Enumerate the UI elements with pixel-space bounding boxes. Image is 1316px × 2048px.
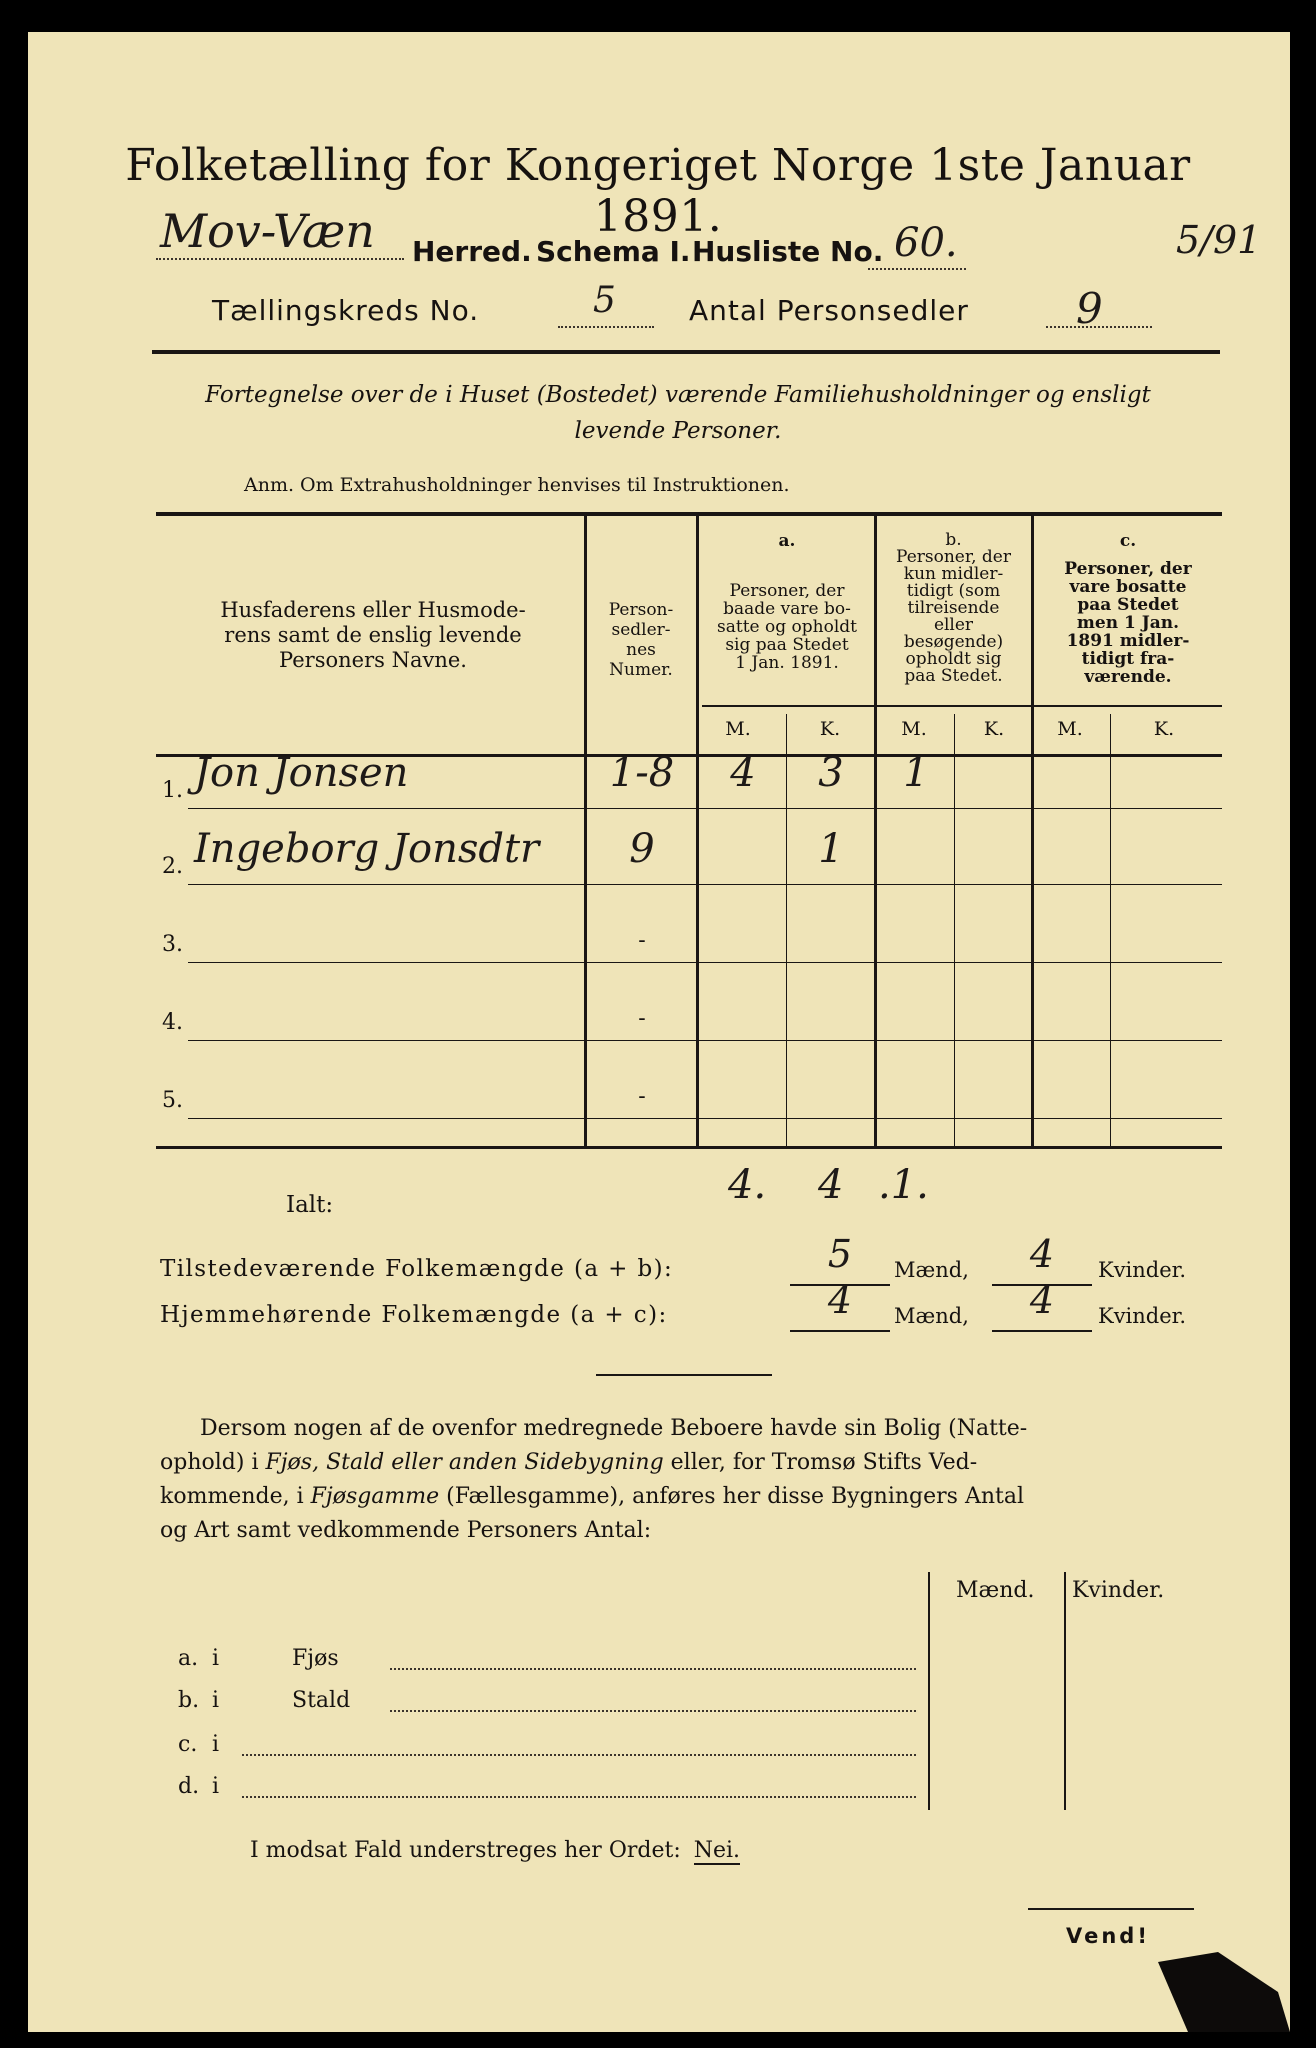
tilstede-maend-value: 5 bbox=[827, 1232, 853, 1276]
row-name: Jon Jonsen bbox=[194, 750, 409, 796]
herred-dotline bbox=[156, 258, 404, 260]
row-line bbox=[188, 1118, 1222, 1119]
ialt-label: Ialt: bbox=[286, 1192, 334, 1218]
tilstede-label: Tilstedeværende Folkemængde (a + b): bbox=[160, 1256, 674, 1282]
cell-num: - bbox=[638, 1006, 646, 1031]
fjos-kvinder-head: Kvinder. bbox=[1072, 1578, 1165, 1603]
fjos-item-dotline bbox=[242, 1754, 916, 1756]
fjos-item-dotline bbox=[390, 1710, 916, 1712]
fjos-item-label: Fjøs bbox=[292, 1646, 339, 1671]
hjemme-label: Hjemmehørende Folkemængde (a + c): bbox=[160, 1302, 668, 1328]
row-number: 1. bbox=[162, 778, 183, 803]
header-rule bbox=[152, 350, 1220, 354]
census-form bbox=[28, 32, 1290, 2032]
c-k-label: K. bbox=[1153, 718, 1175, 740]
husliste-extra: 5/91 bbox=[1176, 218, 1262, 262]
vline-b-mk bbox=[954, 714, 955, 1146]
row-line bbox=[188, 808, 1222, 809]
fjos-item-label: Stald bbox=[292, 1688, 351, 1713]
fjos-item-i: i bbox=[212, 1774, 220, 1799]
ink-blot-graphic bbox=[1128, 1932, 1290, 2032]
a-k-label: K. bbox=[819, 718, 841, 740]
table-top-rule bbox=[156, 512, 1222, 516]
anm-note: Anm. Om Extrahusholdninger henvises til Instruktionen. bbox=[244, 474, 790, 496]
row-number: 4. bbox=[162, 1010, 183, 1035]
col-header-c: c. Personer, der vare bosatte paa Stedet men 1 Jan. 1891 midler- tidigt fra- værende. bbox=[1064, 531, 1192, 687]
form-title: Folketælling for Kongeriget Norge 1ste Januar 1891. bbox=[125, 140, 1191, 242]
row-number: 5. bbox=[162, 1088, 183, 1113]
col-header-a: a. Personer, der baade vare bo- satte og opholdt sig paa Stedet 1 Jan. 1891. bbox=[717, 531, 857, 673]
b-k-label: K. bbox=[983, 718, 1005, 740]
hjemme-maend-line bbox=[790, 1330, 890, 1332]
cell-num: 9 bbox=[629, 826, 655, 872]
fjos-item-letter: c. bbox=[178, 1732, 198, 1757]
herred-value: Mov-Væn bbox=[160, 204, 375, 258]
kreds-value: 5 bbox=[593, 280, 616, 321]
cell-num: - bbox=[638, 1084, 646, 1109]
row-number: 2. bbox=[162, 854, 183, 879]
vline-a-mk bbox=[786, 714, 787, 1146]
intro-line1: Fortegnelse over de i Huset (Bostedet) værende Familiehusholdninger og ensligt bbox=[205, 382, 1151, 408]
kreds-dotline bbox=[558, 326, 654, 328]
table-bottom-rule bbox=[156, 1146, 1222, 1149]
ialt-b-m: .1. bbox=[878, 1162, 929, 1208]
fjos-item-letter: d. bbox=[178, 1774, 200, 1799]
husliste-dotline bbox=[868, 268, 966, 270]
row-line bbox=[188, 1040, 1222, 1041]
a-m-label: M. bbox=[725, 718, 751, 740]
cell-aK: 3 bbox=[818, 750, 844, 796]
c-m-label: M. bbox=[1057, 718, 1083, 740]
fjos-item-i: i bbox=[212, 1732, 220, 1757]
col-header-b: b. Personer, der kun midler- tidigt (som tilreisende eller besøgende) opholdt sig paa Stedet. bbox=[896, 530, 1011, 686]
herred-label: Herred. bbox=[412, 235, 532, 268]
row-number: 3. bbox=[162, 932, 183, 957]
fjos-item-i: i bbox=[212, 1688, 220, 1713]
hjemme-maend-label: Mænd, bbox=[894, 1304, 969, 1328]
vend-label: Vend! bbox=[1066, 1924, 1150, 1948]
fjos-paragraph: Dersom nogen af de ovenfor medregnede Beboere havde sin Bolig (Natte- ophold) i Fjøs, Stald eller anden Sidebygning eller, for Tromsø Stifts Ved- kommende, i Fjøsgamme (Fællesgamme), anføres her disse Bygningers Antal og Art samt vedkommende Personers Antal: bbox=[160, 1416, 1028, 1543]
fjos-item-letter: b. bbox=[178, 1688, 200, 1713]
fjos-item-i: i bbox=[212, 1646, 220, 1671]
nei-word[interactable]: Nei. bbox=[693, 1838, 741, 1863]
kreds-label: Tællingskreds No. bbox=[212, 294, 480, 327]
row-line bbox=[188, 884, 1222, 885]
vend-rule bbox=[1028, 1908, 1194, 1910]
ialt-a-m: 4. bbox=[728, 1162, 767, 1208]
cell-num: - bbox=[638, 928, 646, 953]
col-header-name: Husfaderens eller Husmode- rens samt de enslig levende Personers Navne. bbox=[220, 598, 526, 672]
tilstede-maend-label: Mænd, bbox=[894, 1258, 969, 1282]
vline-num bbox=[696, 516, 699, 1146]
col-header-num: Person- sedler- nes Numer. bbox=[608, 600, 674, 680]
hjemme-maend-value: 4 bbox=[827, 1278, 853, 1322]
row-line bbox=[188, 962, 1222, 963]
row-name: Ingeborg Jonsdtr bbox=[194, 826, 540, 872]
cell-aK: 1 bbox=[818, 826, 844, 872]
fjos-item-letter: a. bbox=[178, 1646, 199, 1671]
ialt-a-k: 4 bbox=[818, 1162, 844, 1208]
hjemme-kvinder-label: Kvinder. bbox=[1098, 1304, 1187, 1328]
schema-label: Schema I. bbox=[536, 235, 691, 268]
tilstede-kvinder-value: 4 bbox=[1029, 1232, 1055, 1276]
intro-line2: levende Personer. bbox=[574, 418, 782, 444]
antal-label: Antal Personsedler bbox=[689, 294, 969, 327]
mk-rule bbox=[702, 705, 1222, 707]
husliste-value: 60. bbox=[894, 220, 958, 266]
husliste-label: Husliste No. bbox=[692, 235, 884, 268]
fjos-vline-2 bbox=[1064, 1572, 1066, 1810]
modsat-line: I modsat Fald understreges her Ordet: Nei. bbox=[250, 1838, 741, 1863]
fjos-maend-head: Mænd. bbox=[956, 1578, 1035, 1603]
vline-c-mk bbox=[1110, 714, 1111, 1146]
antal-value: 9 bbox=[1076, 284, 1103, 333]
hjemme-kvinder-value: 4 bbox=[1029, 1278, 1055, 1322]
b-m-label: M. bbox=[901, 718, 927, 740]
hjemme-kvinder-line bbox=[992, 1330, 1092, 1332]
cell-aM: 4 bbox=[730, 750, 756, 796]
cell-num: 1-8 bbox=[609, 750, 675, 796]
section-divider bbox=[596, 1374, 772, 1376]
fjos-item-dotline bbox=[390, 1668, 916, 1670]
tilstede-kvinder-label: Kvinder. bbox=[1098, 1258, 1187, 1282]
cell-bM: 1 bbox=[903, 750, 929, 796]
fjos-item-dotline bbox=[242, 1796, 916, 1798]
